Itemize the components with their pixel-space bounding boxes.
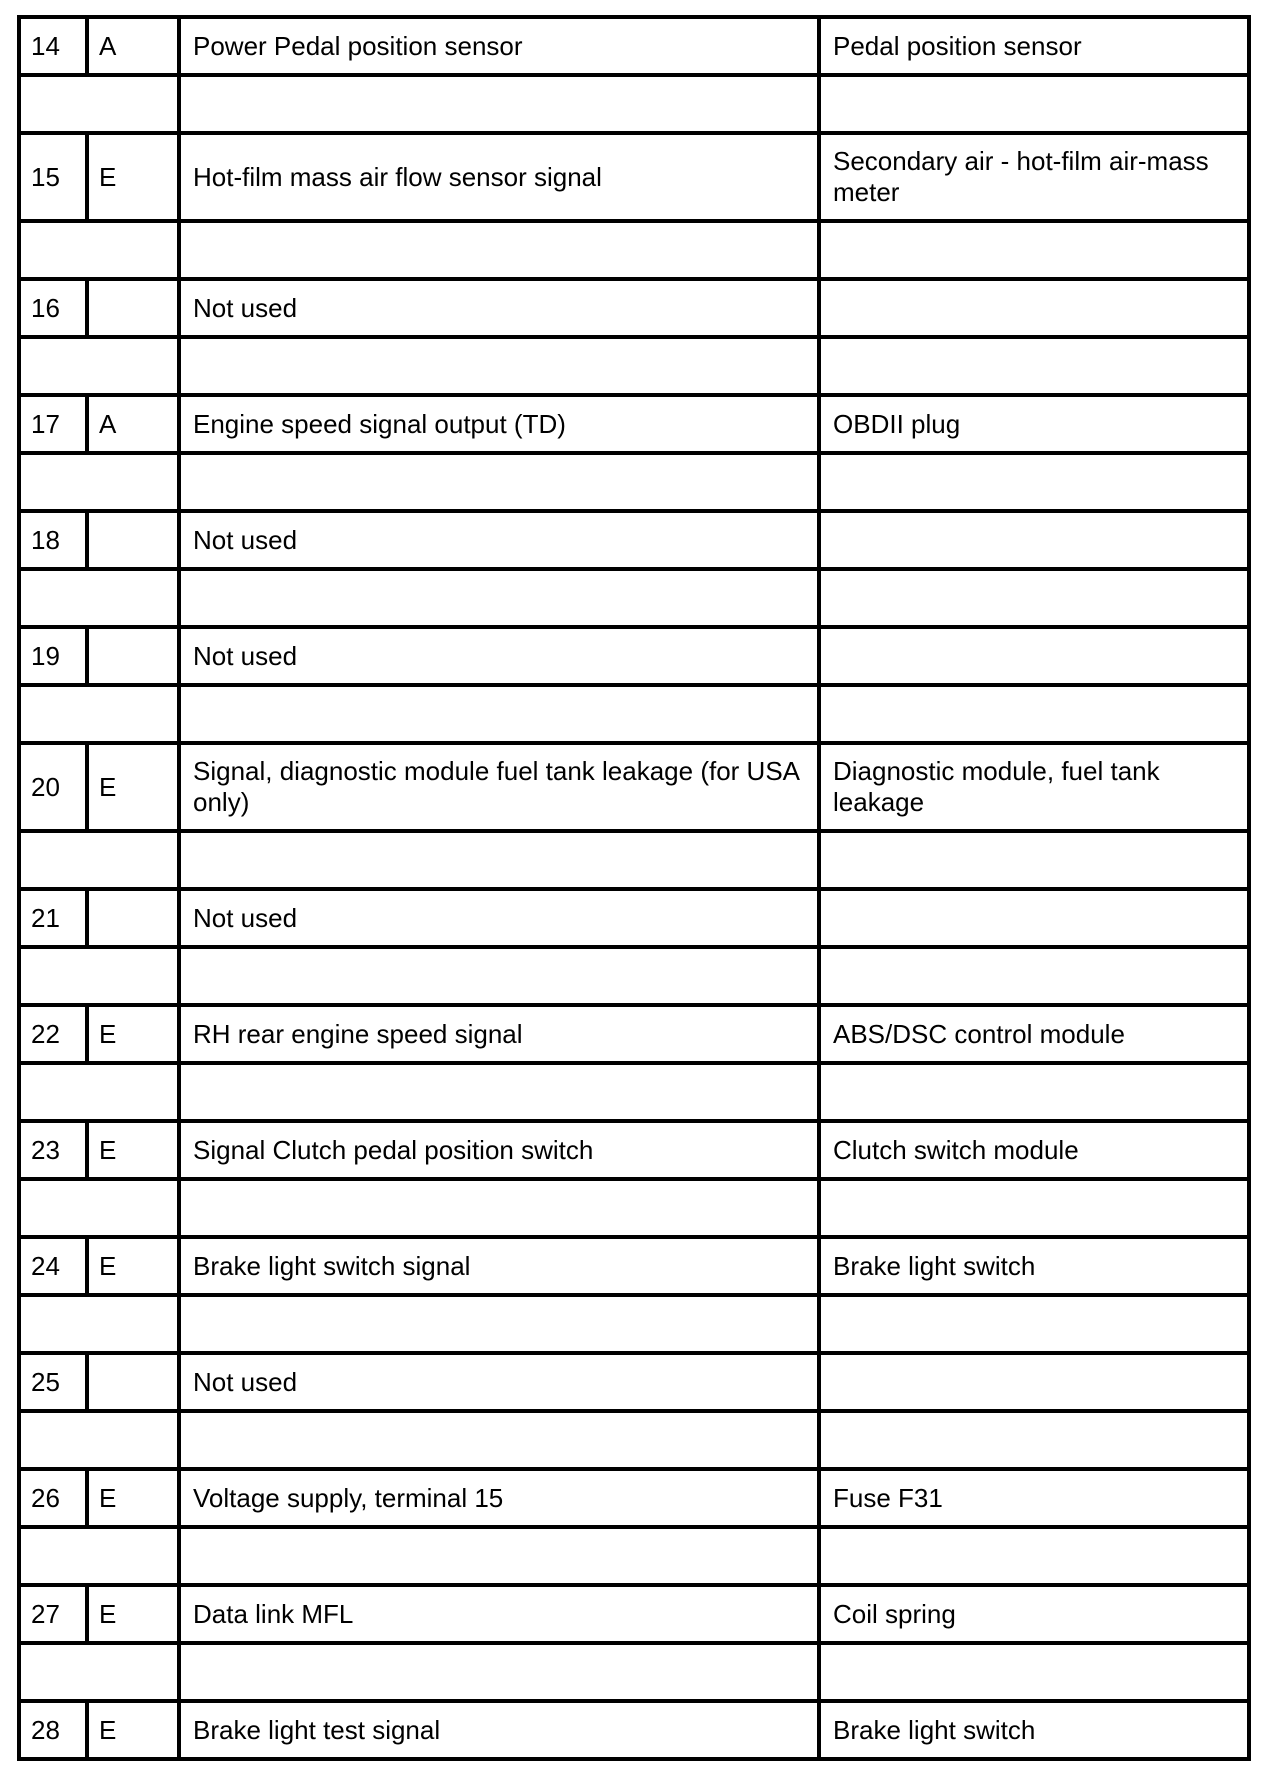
signal-direction	[87, 889, 179, 947]
spacer-row	[19, 1643, 1249, 1701]
spacer-row	[19, 569, 1249, 627]
spacer-cell	[19, 1179, 179, 1237]
spacer-cell	[819, 221, 1249, 279]
signal-direction: E	[87, 1701, 179, 1759]
connected-component	[819, 511, 1249, 569]
connected-component	[819, 889, 1249, 947]
spacer-cell	[179, 685, 819, 743]
pin-number: 14	[19, 17, 87, 75]
pin-table-body	[19, 17, 1249, 1759]
table-row	[19, 1469, 1249, 1527]
spacer-cell	[179, 947, 819, 1005]
connected-component	[819, 627, 1249, 685]
spacer-cell	[819, 947, 1249, 1005]
pin-number: 23	[19, 1121, 87, 1179]
spacer-cell	[819, 569, 1249, 627]
spacer-row	[19, 221, 1249, 279]
spacer-row	[19, 1063, 1249, 1121]
spacer-row	[19, 947, 1249, 1005]
table-row	[19, 133, 1249, 221]
spacer-cell	[179, 1179, 819, 1237]
spacer-cell	[19, 453, 179, 511]
spacer-cell	[179, 831, 819, 889]
table-row	[19, 1353, 1249, 1411]
connected-component: Diagnostic module, fuel tank leakage	[819, 743, 1249, 831]
spacer-row	[19, 1411, 1249, 1469]
spacer-cell	[179, 75, 819, 133]
spacer-cell	[19, 1527, 179, 1585]
pin-description: Power Pedal position sensor	[179, 17, 819, 75]
spacer-cell	[19, 221, 179, 279]
spacer-cell	[819, 1063, 1249, 1121]
signal-direction	[87, 511, 179, 569]
table-row	[19, 1005, 1249, 1063]
pin-description: Voltage supply, terminal 15	[179, 1469, 819, 1527]
table-row	[19, 743, 1249, 831]
spacer-cell	[19, 75, 179, 133]
table-row	[19, 1237, 1249, 1295]
spacer-cell	[819, 337, 1249, 395]
pin-description: Signal Clutch pedal position switch	[179, 1121, 819, 1179]
pin-number: 16	[19, 279, 87, 337]
connected-component: ABS/DSC control module	[819, 1005, 1249, 1063]
table-row	[19, 1121, 1249, 1179]
pin-assignment-table	[17, 15, 1251, 1761]
pin-number: 15	[19, 133, 87, 221]
connected-component: Coil spring	[819, 1585, 1249, 1643]
spacer-cell	[819, 1295, 1249, 1353]
spacer-row	[19, 831, 1249, 889]
spacer-cell	[819, 1643, 1249, 1701]
pin-number: 20	[19, 743, 87, 831]
signal-direction: E	[87, 1121, 179, 1179]
pin-description: Signal, diagnostic module fuel tank leakage (for USA only)	[179, 743, 819, 831]
spacer-cell	[19, 1411, 179, 1469]
spacer-cell	[19, 685, 179, 743]
spacer-cell	[179, 1411, 819, 1469]
table-row	[19, 627, 1249, 685]
connected-component: Brake light switch	[819, 1701, 1249, 1759]
spacer-row	[19, 75, 1249, 133]
spacer-cell	[819, 831, 1249, 889]
table-row	[19, 17, 1249, 75]
spacer-cell	[19, 1295, 179, 1353]
spacer-cell	[19, 1063, 179, 1121]
connected-component: Clutch switch module	[819, 1121, 1249, 1179]
connected-component: Brake light switch	[819, 1237, 1249, 1295]
table-row	[19, 1701, 1249, 1759]
pin-number: 28	[19, 1701, 87, 1759]
pin-description: Not used	[179, 889, 819, 947]
spacer-row	[19, 685, 1249, 743]
pin-number: 27	[19, 1585, 87, 1643]
signal-direction: A	[87, 17, 179, 75]
spacer-cell	[819, 75, 1249, 133]
table-row	[19, 1585, 1249, 1643]
signal-direction: E	[87, 743, 179, 831]
connected-component: OBDII plug	[819, 395, 1249, 453]
spacer-cell	[819, 1411, 1249, 1469]
spacer-cell	[819, 685, 1249, 743]
spacer-cell	[179, 1063, 819, 1121]
signal-direction: E	[87, 1005, 179, 1063]
spacer-cell	[179, 453, 819, 511]
spacer-row	[19, 1295, 1249, 1353]
connected-component: Secondary air - hot-film air-mass meter	[819, 133, 1249, 221]
pin-description: RH rear engine speed signal	[179, 1005, 819, 1063]
spacer-cell	[179, 221, 819, 279]
spacer-cell	[179, 1643, 819, 1701]
pin-description: Not used	[179, 627, 819, 685]
pin-description: Hot-film mass air flow sensor signal	[179, 133, 819, 221]
connected-component: Fuse F31	[819, 1469, 1249, 1527]
signal-direction: E	[87, 1237, 179, 1295]
signal-direction: A	[87, 395, 179, 453]
pin-number: 24	[19, 1237, 87, 1295]
spacer-cell	[19, 337, 179, 395]
spacer-row	[19, 337, 1249, 395]
table-row	[19, 279, 1249, 337]
spacer-cell	[19, 1643, 179, 1701]
pin-number: 25	[19, 1353, 87, 1411]
pin-description: Engine speed signal output (TD)	[179, 395, 819, 453]
connected-component	[819, 1353, 1249, 1411]
spacer-cell	[19, 831, 179, 889]
spacer-cell	[179, 337, 819, 395]
spacer-cell	[179, 1295, 819, 1353]
spacer-cell	[819, 453, 1249, 511]
pin-number: 19	[19, 627, 87, 685]
spacer-row	[19, 1179, 1249, 1237]
pin-number: 18	[19, 511, 87, 569]
table-row	[19, 395, 1249, 453]
spacer-cell	[819, 1179, 1249, 1237]
connected-component	[819, 279, 1249, 337]
pin-number: 21	[19, 889, 87, 947]
table-row	[19, 889, 1249, 947]
spacer-cell	[179, 569, 819, 627]
pin-description: Not used	[179, 279, 819, 337]
spacer-cell	[179, 1527, 819, 1585]
signal-direction: E	[87, 1585, 179, 1643]
pin-number: 17	[19, 395, 87, 453]
pin-description: Data link MFL	[179, 1585, 819, 1643]
pin-number: 26	[19, 1469, 87, 1527]
spacer-row	[19, 453, 1249, 511]
pin-number: 22	[19, 1005, 87, 1063]
signal-direction: E	[87, 133, 179, 221]
spacer-cell	[819, 1527, 1249, 1585]
spacer-row	[19, 1527, 1249, 1585]
spacer-cell	[19, 569, 179, 627]
signal-direction	[87, 279, 179, 337]
pin-description: Not used	[179, 1353, 819, 1411]
signal-direction	[87, 1353, 179, 1411]
signal-direction	[87, 627, 179, 685]
pin-description: Not used	[179, 511, 819, 569]
spacer-cell	[19, 947, 179, 1005]
connected-component: Pedal position sensor	[819, 17, 1249, 75]
table-row	[19, 511, 1249, 569]
signal-direction: E	[87, 1469, 179, 1527]
pin-description: Brake light test signal	[179, 1701, 819, 1759]
pin-description: Brake light switch signal	[179, 1237, 819, 1295]
